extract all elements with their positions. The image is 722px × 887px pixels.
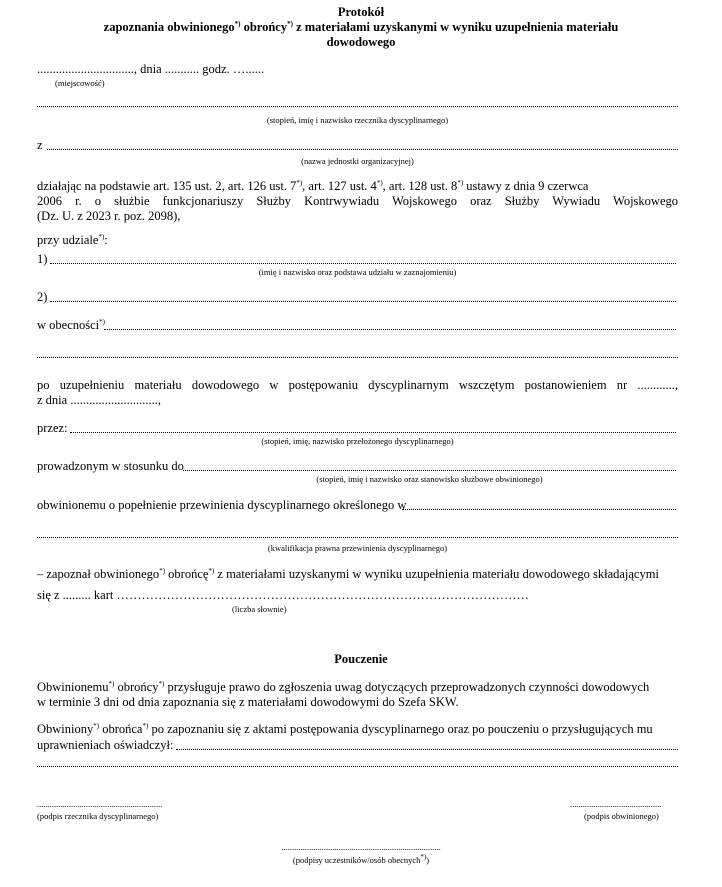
officer-signature-line[interactable]: ........................................................... (37, 799, 163, 809)
participant-2-field[interactable] (50, 301, 676, 302)
legal-basis-line1 (37, 178, 678, 194)
participants-text: przy udziale (37, 233, 99, 247)
conducted-field[interactable] (183, 470, 676, 471)
officer-signature-caption: (podpis rzecznika dyscyplinarnego) (37, 811, 159, 821)
subtitle-part: zapoznania obwinionego (103, 20, 235, 34)
subtitle-part: obrońcy (240, 20, 288, 34)
footnote-mark: *) (208, 566, 215, 575)
statement-field-2[interactable] (37, 766, 678, 767)
document-subtitle (0, 20, 722, 35)
footnote-mark: *) (159, 566, 166, 575)
legal-text: , art. 127 ust. 4 (302, 179, 377, 193)
footnote-mark: *) (376, 178, 383, 187)
participant-1-number: 1) (37, 252, 48, 266)
footnote-mark: *) (158, 679, 165, 688)
footnote-mark: *) (99, 317, 105, 326)
unit-prefix: z (37, 138, 43, 152)
instruction-p1-line1 (37, 679, 678, 695)
acquainted-line2[interactable]: się z ......... kart ……………………………………………………………………………………… (37, 588, 529, 602)
accused-signature-caption: (podpis obwinionego) (584, 811, 659, 821)
participants-label: przy udziale*): (37, 232, 108, 247)
footnote-mark: *) (234, 19, 241, 28)
place-date-line[interactable]: ..............................., dnia ........... godz. …...... (37, 62, 265, 76)
instruction-p1-line2: w terminie 3 dni od dnia zapoznania się z materiałami dowodowymi do Szefa SKW. (37, 695, 459, 709)
instruction-text: przysługuje prawo do zgłoszenia uwag dotyczących przeprowadzonych czynności dowodowych (164, 680, 650, 694)
by-label: przez: (37, 421, 68, 435)
participant-1-caption: (imię i nazwisko oraz podstawa udziału w zaznajomieniu) (258, 267, 457, 277)
supplement-line1: po uzupełnieniu materiału dowodowego w postępowaniu dyscyplinarnym wszczętym postanowieniem nr ............, (37, 378, 678, 392)
footnote-mark: *) (457, 178, 464, 187)
instruction-text: obrońcy (114, 680, 159, 694)
accused-caption: (kwalifikacja prawna przewinienia dyscyplinarnego) (267, 543, 448, 553)
officer-caption: (stopień, imię i nazwisko rzecznika dyscyplinarnego) (266, 115, 449, 125)
legal-text: ustawy z dnia 9 czerwca (463, 179, 589, 193)
legal-text: , art. 128 ust. 8 (382, 179, 458, 193)
document-title: Protokół (337, 5, 385, 19)
footnote-mark: *) (287, 19, 293, 28)
supplement-line2: z dnia ............................, (37, 393, 161, 407)
accused-field-2[interactable] (37, 537, 678, 538)
accused-field[interactable] (402, 509, 676, 510)
instruction-text: Obwinionemu (37, 680, 109, 694)
footnote-mark: *) (98, 232, 105, 241)
legal-basis-line3: (Dz. U. z 2023 r. poz. 2098), (37, 209, 181, 223)
unit-caption: (nazwa jednostki organizacyjnej) (301, 156, 414, 166)
present-caption-end: ) (426, 855, 430, 865)
present-signature-caption (0, 855, 722, 865)
instruction-text: Obwiniony (37, 722, 94, 736)
footnote-mark: *) (93, 721, 100, 730)
footnote-mark: *) (108, 679, 115, 688)
footnote-mark: *) (142, 721, 149, 730)
instruction-text: po zapoznaniu się z aktami postępowania dyscyplinarnego oraz po pouczeniu o przysługujących mu (148, 722, 653, 736)
acquainted-line1 (37, 566, 678, 582)
presence-field[interactable] (104, 329, 676, 330)
present-caption-text: (podpisy uczestników/osób obecnych (292, 855, 421, 865)
presence-field-2[interactable] (37, 357, 678, 358)
presence-label (37, 318, 105, 333)
acquainted-text: – zapoznał obwinionego (37, 567, 160, 581)
unit-field[interactable] (47, 149, 678, 150)
instruction-p2-line1 (37, 721, 678, 737)
legal-basis-line2: 2006 r. o służbie funkcjonariuszy Służby Kontrwywiadu Wojskowego oraz Służby Wywiadu Wojskowego (37, 194, 678, 208)
presence-text: w obecności (37, 318, 100, 332)
acquainted-caption: (liczba słownie) (232, 604, 287, 614)
acquainted-text: z materiałami uzyskanymi w wyniku uzupełnienia materiału dowodowego składającymi (214, 567, 659, 581)
instruction-p2-line2: uprawnieniach oświadczył: (37, 738, 174, 752)
statement-field[interactable] (176, 749, 678, 750)
accused-signature-line[interactable]: ........................................... (570, 799, 662, 809)
by-caption: (stopień, imię, nazwisko przełożonego dyscyplinarnego) (261, 436, 454, 446)
participant-1-field[interactable] (50, 263, 676, 264)
footnote-mark: *) (420, 853, 427, 862)
by-field[interactable] (70, 432, 676, 433)
officer-field[interactable] (37, 106, 678, 107)
present-signature-line[interactable]: ........................................................................... (281, 842, 441, 852)
conducted-label: prowadzonym w stosunku do (37, 459, 184, 473)
conducted-caption: (stopień, imię i nazwisko oraz stanowisko służbowe obwinionego) (316, 474, 543, 484)
place-caption: (miejscowość) (55, 78, 105, 88)
legal-text: działając na podstawie art. 135 ust. 2, art. 126 ust. 7 (37, 179, 297, 193)
subtitle-part: z materiałami uzyskanymi w wyniku uzupełnienia materiału (292, 20, 619, 34)
footnote-mark: *) (296, 178, 303, 187)
accused-label: obwinionemu o popełnienie przewinienia dyscyplinarnego określonego w (37, 498, 407, 512)
instruction-heading: Pouczenie (334, 652, 388, 666)
document-subtitle-line3: dowodowego (326, 35, 396, 49)
acquainted-text: obrońcę (165, 567, 209, 581)
instruction-text: obrońca (99, 722, 143, 736)
participant-2-number: 2) (37, 290, 48, 304)
